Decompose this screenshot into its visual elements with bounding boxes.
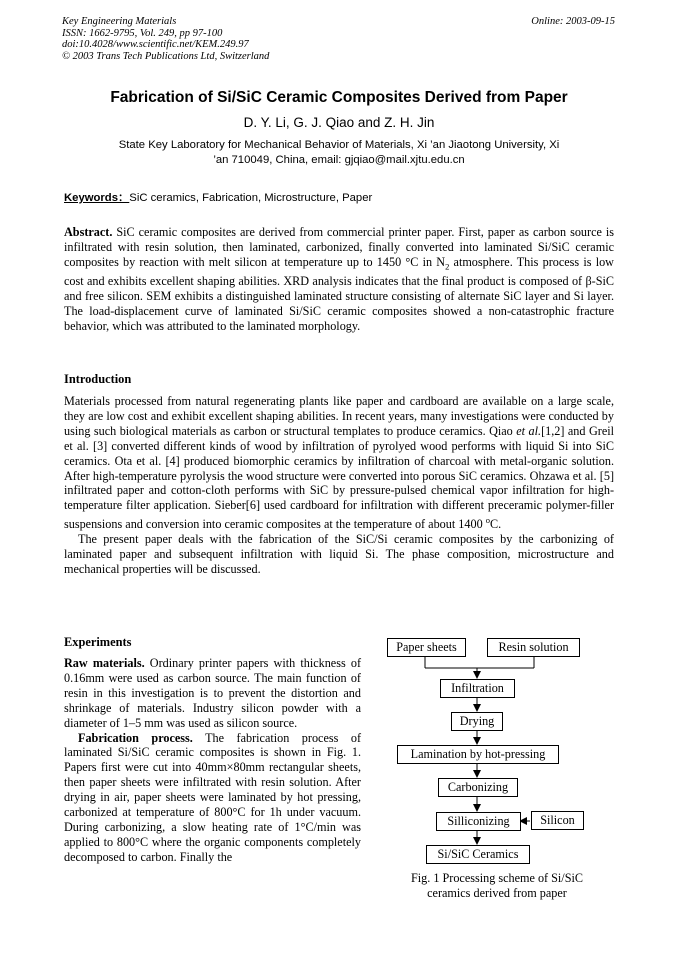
raw-materials-paragraph [64, 656, 361, 731]
fabrication-text: The fabrication process of laminated Si/SiC ceramic composites is shown in Fig. 1. Papers first were cut into 40mm×80mm rectangular sheets, then paper sheets were infiltrated with resin solution. After drying in air, paper sheets were laminated by hot pressing, carbonized at temperature of 800°C for 1h under vacuum. During carbonizing, a slow heating rate of 1°C/min was applied to 800°C where the organic components completely decomposed to carbon. Finally the [64, 730, 361, 864]
introduction-heading: Introduction [64, 372, 132, 386]
box-drying: Drying [451, 712, 503, 731]
box-carbonizing: Carbonizing [438, 778, 518, 797]
box-paper-sheets: Paper sheets [387, 638, 466, 657]
intro-p1-a: Materials processed from natural regenerating plants like paper and cardboard are available on a large scale, they are low cost and exhibit excellent shaping abilities. In recent years, many investigations were conducted by using such biological materials as carbon or structural templates to produce ceramics. Qiao [64, 394, 614, 438]
caption-line-1: Fig. 1 Processing scheme of Si/SiC [411, 871, 583, 885]
box-lamination: Lamination by hot-pressing [397, 745, 559, 764]
abstract-text-b: atmosphere. This process is low cost and exhibits excellent shaping abilities. XRD analysis indicates that the final product is composed of β-SiC and free silicon. SEM exhibits a distinguished laminated structure consisting of alternate SiC layer and Si layer. The load-displacement curve of laminated Si/SiC ceramic composites showed a non-catastrophic fracture behavior, which was attributed to the laminated morphology. [64, 254, 614, 333]
intro-p1-c: C. [489, 517, 502, 532]
keywords-text: SiC ceramics, Fabrication, Microstructure, Paper [129, 192, 373, 204]
experiments-heading: Experiments [64, 635, 132, 649]
intro-p1-b: [1,2] and Greil et al. [3] converted different kinds of wood by infiltration of pyrolyed wood performs with liquid Si into SiC ceramics. Ota et al. [4] produced biomorphic ceramics by infiltration of charcoal with metal-organic solution. After high-temperature pyrolysis the wood structure were converted into porous SiC ceramics. Ohzawa et al. [5] infiltrated paper and cotton-cloth performs with SiC by pressure-pulsed chemical vapor infiltration for high-temperature filter application. Sieber[6] used cardboard for infiltration with different preceramic polymer-filler suspensions and conversion into ceramic composites at the temperature of about 1400 [64, 423, 614, 532]
keywords-label: Keywords： [64, 192, 130, 204]
keywords [64, 189, 372, 205]
intro-p1-etal: et al. [516, 423, 542, 438]
box-infiltration: Infiltration [440, 679, 515, 698]
figure-caption [380, 871, 614, 901]
intro-p1-degree: o [485, 515, 490, 526]
abstract-n2-subscript: 2 [445, 261, 450, 272]
raw-materials-label: Raw materials. [64, 656, 145, 670]
paper-title: Fabrication of Si/SiC Ceramic Composites Derived from Paper [110, 89, 568, 106]
figure-1 [380, 635, 614, 915]
fabrication-paragraph [64, 731, 361, 865]
journal-name: Key Engineering Materials [62, 16, 177, 27]
copyright-line: © 2003 Trans Tech Publications Ltd, Switzerland [62, 50, 270, 62]
raw-materials-text: Ordinary printer papers with thickness of 0.16mm were used as carbon source. The main function of resin in this investigation is to prevent the distortion and shrinkage of materials. Industry silicon powder with a diameter of 1–5 mm was used as silicon source. [64, 656, 362, 730]
paper-authors: D. Y. Li, G. J. Qiao and Z. H. Jin [243, 115, 435, 130]
introduction-body [64, 394, 614, 577]
box-silicon: Silicon [531, 811, 584, 830]
introduction-paragraph-2: The present paper deals with the fabrication of the SiC/Si ceramic composites by the carbonizing of laminated paper and subsequent infiltration with liquid Si. The phase composition, microstructure and mechanical properties will be discussed. [64, 532, 614, 577]
journal-header [62, 16, 269, 62]
box-silliconizing: Silliconizing [436, 812, 521, 831]
box-resin-solution: Resin solution [487, 638, 580, 657]
caption-line-2: ceramics derived from paper [427, 886, 567, 900]
abstract [64, 225, 614, 334]
introduction-paragraph-1 [64, 394, 614, 532]
online-date: Online: 2003-09-15 [531, 16, 615, 27]
affiliation [64, 138, 614, 167]
abstract-text-a: SiC ceramic composites are derived from commercial printer paper. First, paper as carbon source is infiltrated with resin solution, then laminated, carbonized, finally converted into laminated Si/SiC ceramic composites by reaction with melt silicon at temperature up to 1450 °C in N [64, 225, 614, 269]
box-sisic-ceramics: Si/SiC Ceramics [426, 845, 530, 864]
affiliation-line-1: State Key Laboratory for Mechanical Behavior of Materials, Xi ’an Jiaotong University, Xi [118, 139, 560, 151]
affiliation-line-2: ’an 710049, China, email: gjqiao@mail.xjtu.edu.cn [213, 153, 465, 166]
issn-line: ISSN: 1662-9795, Vol. 249, pp 97-100 [62, 27, 223, 39]
doi-line: doi:10.4028/www.scientific.net/KEM.249.97 [62, 39, 249, 50]
fabrication-label: Fabrication process. [78, 730, 193, 745]
experiments-body [64, 656, 361, 865]
abstract-label: Abstract. [64, 225, 113, 239]
